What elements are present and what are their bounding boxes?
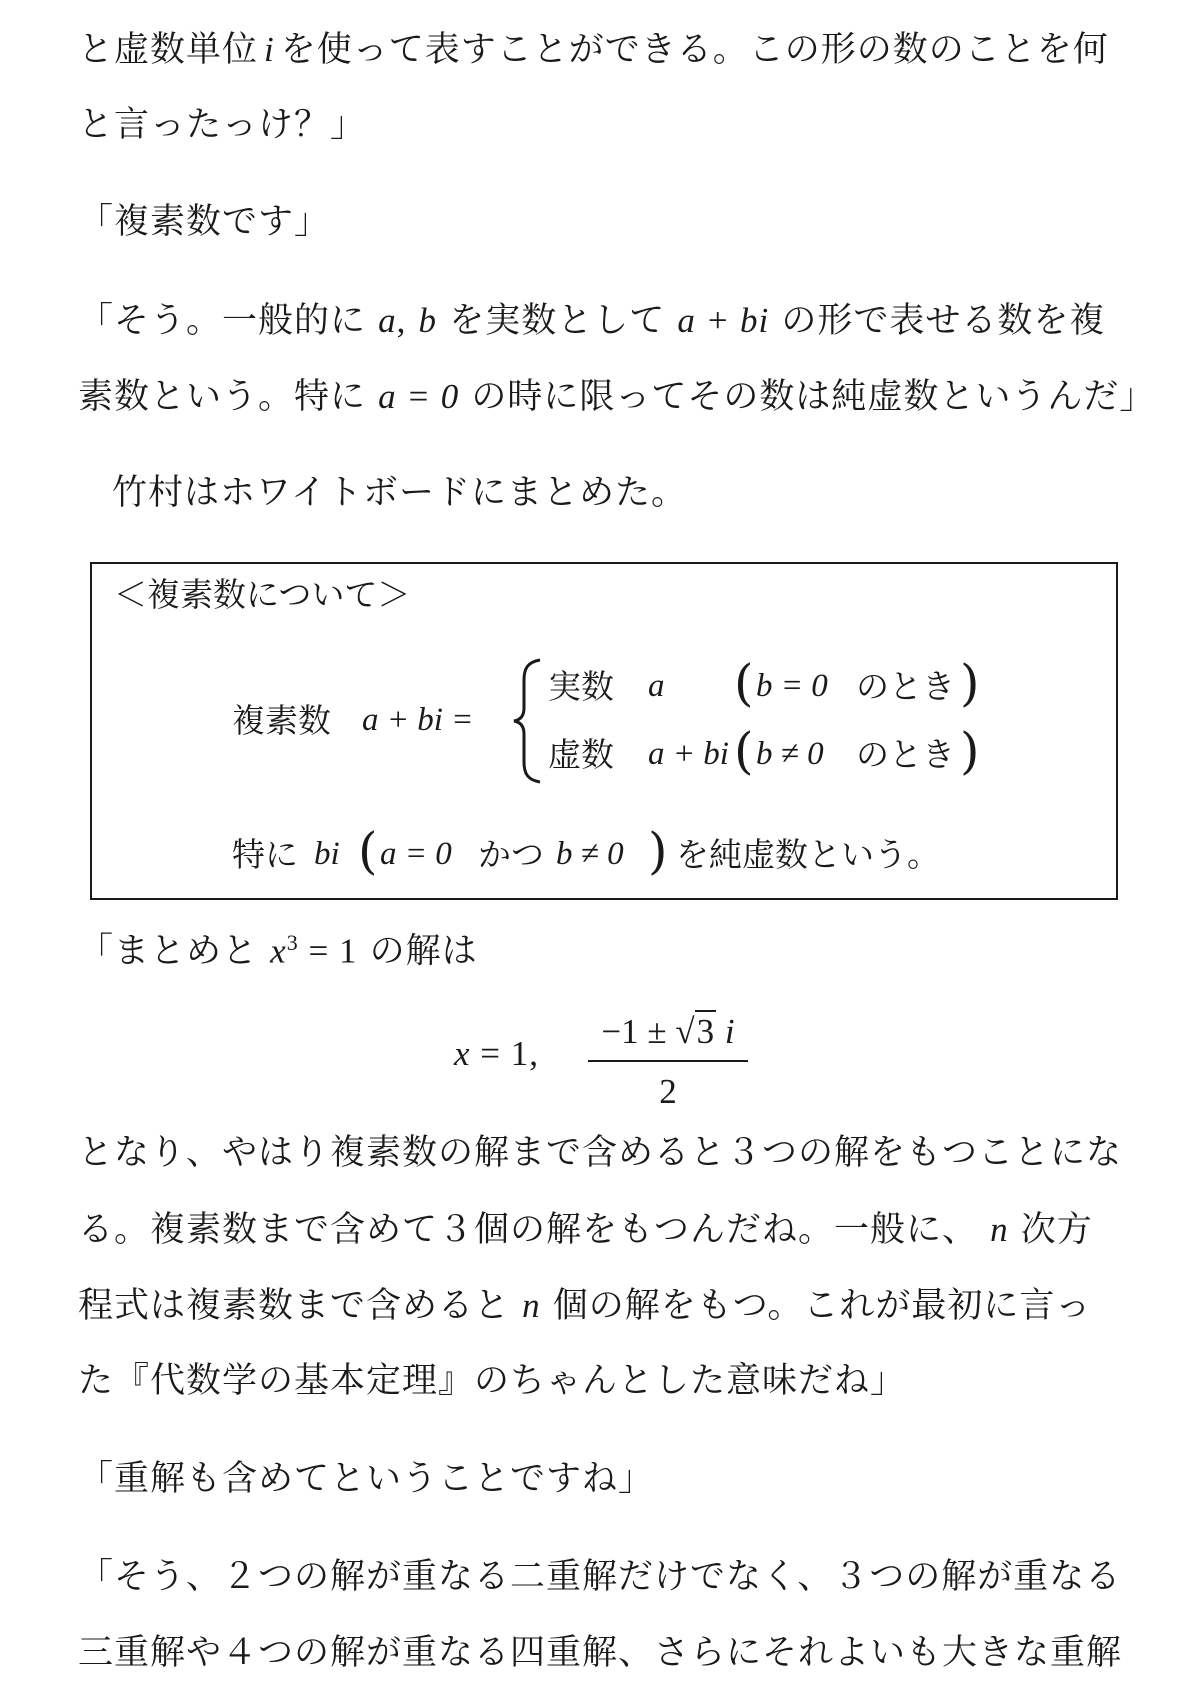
text-span: 個の解をもつ。これが最初に言っ: [552, 1286, 1092, 1326]
text-span: 程式は複素数まで含めると: [78, 1286, 511, 1326]
paragraph-line-2: と言ったっけ？」: [78, 105, 367, 145]
pure-cond1: a = 0: [380, 836, 452, 872]
math-n: n: [990, 1210, 1009, 1249]
case2-cond-text: のとき: [856, 735, 955, 774]
text-span: 「まとめと: [78, 931, 259, 972]
pure-cond-mid: かつ: [478, 835, 544, 874]
fraction-denominator: 2: [659, 1072, 677, 1111]
case1-expr: a: [648, 668, 665, 704]
left-brace-icon: [510, 656, 544, 786]
paragraph-line-7: [78, 932, 478, 970]
paragraph-line-4: [78, 303, 1105, 339]
text-span: を使って表すことができる。この形の数のことを何: [280, 30, 1109, 70]
math-i: i: [724, 1012, 735, 1051]
pure-expr: bi: [314, 836, 340, 872]
text-span: と虚数単位: [78, 30, 259, 70]
solution-equation: [454, 1036, 539, 1072]
paragraph-line-9: [78, 1212, 1093, 1248]
text-span: 素数という。特に: [78, 377, 367, 417]
pure-paren-close: ): [648, 822, 668, 880]
case1-label: 実数: [548, 667, 614, 706]
box-lhs-expr: a + bi =: [362, 702, 474, 738]
text-span: 「そう。一般的に: [78, 301, 367, 341]
case1-paren-close: ): [960, 654, 980, 712]
text-span: を実数として: [449, 301, 666, 341]
paragraph-line-3: 「複素数です」: [78, 202, 331, 242]
paragraph-line-12: 「重解も含めてということですね」: [78, 1459, 655, 1499]
text-span: の形で表せる数を複: [781, 301, 1106, 341]
numerator-part: −1 ±: [601, 1012, 667, 1051]
case2-expr: a + bi: [648, 736, 729, 772]
case2-cond: b ≠ 0: [756, 736, 824, 772]
math-exponent: 3: [286, 930, 299, 955]
math-a: a: [378, 301, 397, 340]
math-comma: ,: [396, 301, 407, 340]
solution-fraction: [588, 1012, 748, 1112]
paragraph-line-6: 竹村はホワイトボードにまとめた。: [112, 473, 687, 513]
paragraph-line-13: 「そう、２つの解が重なる二重解だけでなく、３つの解が重なる: [78, 1557, 1122, 1597]
case2-label: 虚数: [548, 735, 614, 774]
box-title: ＜複素数について＞: [114, 575, 411, 614]
text-span: の解は: [369, 931, 478, 972]
case2-paren-open: (: [734, 722, 754, 780]
text-span: 次方: [1020, 1210, 1093, 1250]
math-a-plus-bi: a + bi: [677, 301, 770, 340]
case1-cond-text: のとき: [856, 667, 955, 706]
case2-paren-close: ): [960, 722, 980, 780]
math-x: x: [454, 1034, 471, 1073]
paragraph-line-8: となり、やはり複素数の解まで含めると３つの解をもつことにな: [78, 1133, 1123, 1173]
text-span: る。複素数まで含めて３個の解をもつんだね。一般に、: [78, 1210, 979, 1250]
sqrt-radicand: 3: [696, 1012, 715, 1051]
math-eq-1: = 1: [298, 931, 358, 971]
math-n: n: [522, 1286, 541, 1325]
paragraph-line-1: [78, 32, 1109, 68]
text-span: の時に限ってその数は純虚数というんだ」: [471, 377, 1156, 417]
sqrt-symbol: √: [675, 1012, 695, 1051]
fraction-bar: [588, 1060, 748, 1062]
pure-text: を純虚数という。: [676, 835, 940, 874]
summary-box: [90, 562, 1118, 900]
paragraph-line-14: 三重解や４つの解が重なる四重解、さらにそれよいも大きな重解: [78, 1633, 1123, 1673]
math-b: b: [418, 301, 438, 340]
math-i: i: [264, 30, 275, 69]
pure-paren-open: (: [358, 822, 378, 880]
math-x: x: [270, 931, 287, 971]
math-a-eq-0: a = 0: [378, 377, 460, 416]
box-lhs-label: 複素数: [232, 701, 331, 740]
paragraph-line-10: [78, 1288, 1091, 1324]
math-eq-1-comma: = 1,: [470, 1034, 540, 1073]
case1-paren-open: (: [734, 654, 754, 712]
fraction-numerator: [588, 1012, 748, 1052]
paragraph-line-11: た『代数学の基本定理』のちゃんとした意味だね」: [78, 1361, 907, 1401]
pure-label: 特に: [232, 835, 298, 874]
pure-cond2: b ≠ 0: [556, 836, 624, 872]
paragraph-line-5: [78, 379, 1155, 415]
case1-cond: b = 0: [756, 668, 828, 704]
